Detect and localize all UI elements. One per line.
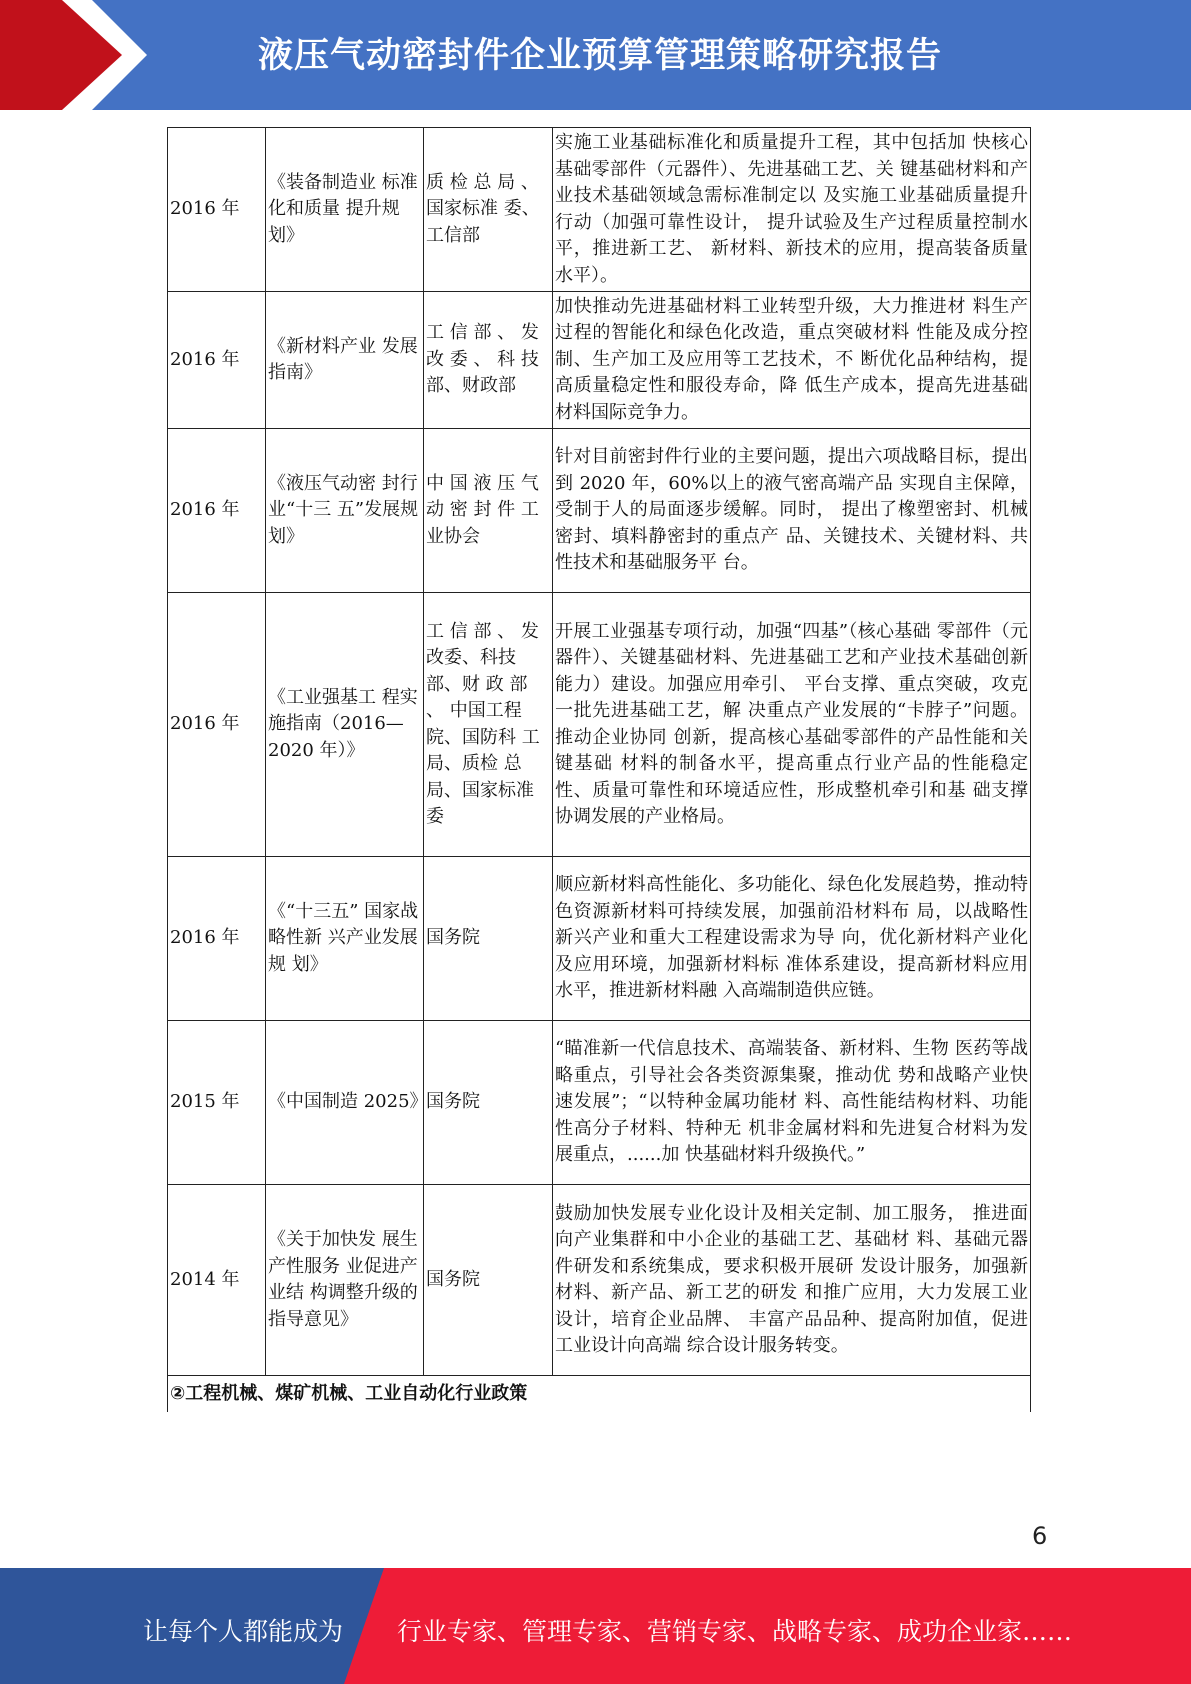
content-cell: 顺应新材料高性能化、多功能化、绿色化发展趋势，推动特色资源新材料可持续发展，加强前沿材料布 局，以战略性新兴产业和重大工程建设需求为导 向，优化新材料产业化及应用环境，加强新材料标 准体系建设，提高新材料应用水平，推进新材料融 入高端制造供应链。 [553,857,1031,1021]
year-cell: 2016 年 [168,593,266,857]
document-cell: 《新材料产业 发展指南》 [266,292,424,429]
document-cell: 《“十三五” 国家战略性新 兴产业发展规 划》 [266,857,424,1021]
year-cell: 2016 年 [168,128,266,292]
content-cell: 实施工业基础标准化和质量提升工程，其中包括加 快核心基础零部件（元器件）、先进基础工艺、关 键基础材料和产业技术基础领域急需标准制定以 及实施工业基础质量提升行动（加强可靠性设计， 提升试验及生产过程质量控制水平，推进新工艺、 新材料、新技术的应用，提高装备质量水平）。 [553,128,1031,292]
table-row [168,429,1031,593]
section-heading: ②工程机械、煤矿机械、工业自动化行业政策 [168,1376,1031,1413]
year-cell: 2015 年 [168,1021,266,1185]
content-cell: 开展工业强基专项行动，加强“四基”（核心基础 零部件（元器件）、关键基础材料、先进基础工艺和产业技术基础创新能力）建设。加强应用牵引、 平台支撑、重点突破，攻克一批先进基础工艺，解 决重点产业发展的“卡脖子”问题。推动企业协同 创新，提高核心基础零部件的产品性能和关键基础 材料的制备水平，提高重点行业产品的性能稳定 性、质量可靠性和环境适应性，形成整机牵引和基 础支撑协调发展的产业格局。 [553,593,1031,857]
department-cell: 国务院 [424,1021,553,1185]
table-row [168,292,1031,429]
report-title: 液压气动密封件企业预算管理策略研究报告 [258,36,943,76]
department-cell: 国务院 [424,1185,553,1376]
content-cell: 针对目前密封件行业的主要问题，提出六项战略目标，提出到 2020 年，60%以上的液气密高端产品 实现自主保障，受制于人的局面逐步缓解。同时， 提出了橡塑密封、机械密封、填料静密封的重点产 品、关键技术、关键材料、共性技术和基础服务平 台。 [553,429,1031,593]
document-cell: 《工业强基工 程实施指南（2016—2020 年）》 [266,593,424,857]
document-cell: 《中国制造 2025》 [266,1021,424,1185]
table-row [168,593,1031,857]
content-cell: 加快推动先进基础材料工业转型升级，大力推进材 料生产过程的智能化和绿色化改造，重点突破材料 性能及成分控制、生产加工及应用等工艺技术，不 断优化品种结构，提高质量稳定性和服役寿命，降 低生产成本，提高先进基础材料国际竞争力。 [553,292,1031,429]
page-footer [0,1568,1191,1684]
slogan-right: 行业专家、管理专家、营销专家、战略专家、成功企业家…… [397,1617,1073,1646]
page-number: 6 [1032,1522,1048,1550]
year-cell: 2014 年 [168,1185,266,1376]
year-cell: 2016 年 [168,429,266,593]
table-row [168,1021,1031,1185]
table-row [168,128,1031,292]
slogan-left: 让每个人都能成为 [143,1617,344,1646]
content-cell: 鼓励加快发展专业化设计及相关定制、加工服务， 推进面向产业集群和中小企业的基础工艺、基础材 料、基础元器件研发和系统集成，要求积极开展研 发设计服务，加强新材料、新产品、新工艺的研发 和推广应用，大力发展工业设计，培育企业品牌、 丰富产品品种、提高附加值，促进工业设计向高端 综合设计服务转变。 [553,1185,1031,1376]
page-header [0,0,1191,110]
department-cell: 工 信 部 、 发改 委 、 科 技部、财政部 [424,292,553,429]
section-row [168,1376,1031,1413]
year-cell: 2016 年 [168,292,266,429]
year-cell: 2016 年 [168,857,266,1021]
policy-table [167,127,1031,1412]
document-cell: 《关于加快发 展生产性服务 业促进产业结 构调整升级的 指导意见》 [266,1185,424,1376]
department-cell: 工 信 部 、 发改委、科技部、财 政 部 、 中国工程 院、国防科 工局、质检 总局、国家标准委 [424,593,553,857]
document-cell: 《液压气动密 封行业“十三 五”发展规 划》 [266,429,424,593]
table-row [168,1185,1031,1376]
header-arrow-icon [0,0,150,110]
department-cell: 质 检 总 局 、国家标准 委、工信部 [424,128,553,292]
content-cell: “瞄准新一代信息技术、高端装备、新材料、生物 医药等战略重点，引导社会各类资源集聚，推动优 势和战略产业快速发展”；“以特种金属功能材 料、高性能结构材料、功能性高分子材料、特种无 机非金属材料和先进复合材料为发展重点，......加 快基础材料升级换代。” [553,1021,1031,1185]
document-cell: 《装备制造业 标准化和质量 提升规划》 [266,128,424,292]
table-row [168,857,1031,1021]
department-cell: 中 国 液 压 气动 密 封 件 工业协会 [424,429,553,593]
department-cell: 国务院 [424,857,553,1021]
